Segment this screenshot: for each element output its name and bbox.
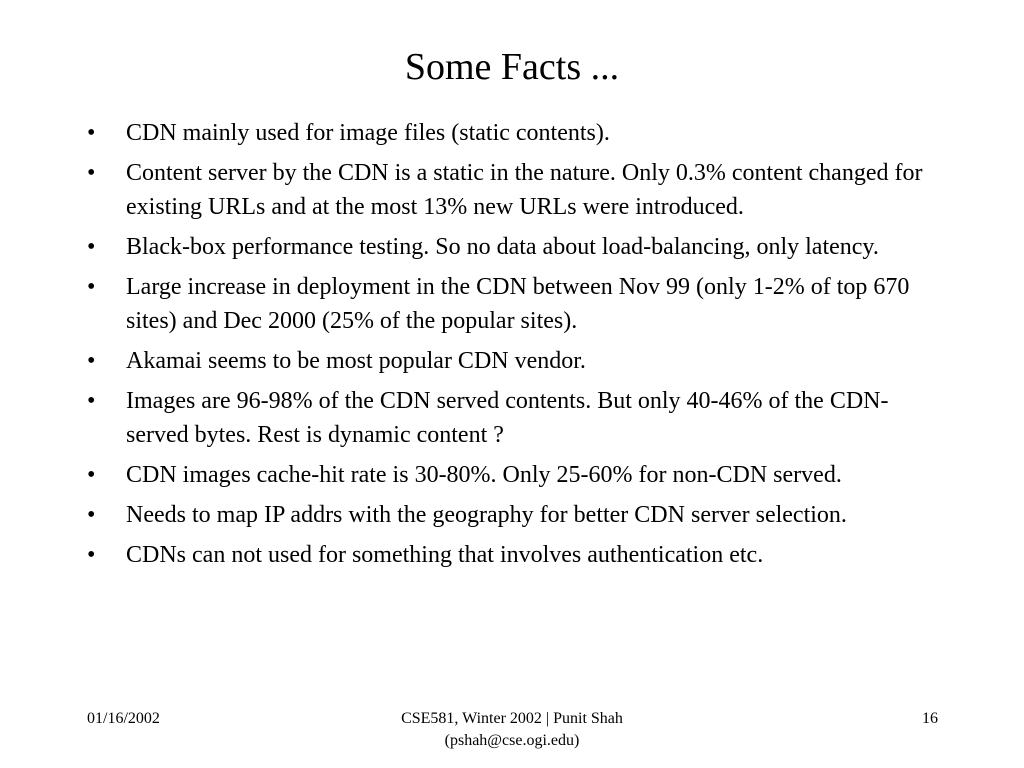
footer-course-info — [362, 708, 662, 752]
bullet-text: Images are 96-98% of the CDN served contents. But only 40-46% of the CDN-served bytes. Rest is dynamic content ? — [126, 388, 889, 448]
bullet-item — [87, 230, 937, 264]
bullet-text: CDNs can not used for something that involves authentication etc. — [126, 542, 764, 568]
footer-course-line: CSE581, Winter 2002 | Punit Shah — [401, 710, 623, 727]
bullet-list — [87, 116, 937, 578]
bullet-icon: • — [87, 274, 96, 300]
footer-email-line: (pshah@cse.ogi.edu) — [444, 732, 580, 749]
bullet-item — [87, 344, 937, 378]
bullet-text: Large increase in deployment in the CDN between Nov 99 (only 1-2% of top 670 sites) and Dec 2000 (25% of the popular sites). — [126, 274, 910, 334]
bullet-item — [87, 116, 937, 150]
bullet-icon: • — [87, 462, 96, 488]
bullet-text: Akamai seems to be most popular CDN vendor. — [126, 348, 586, 374]
bullet-icon: • — [87, 160, 96, 186]
bullet-text: Content server by the CDN is a static in the nature. Only 0.3% content changed for existing URLs and at the most 13% new URLs were introduced. — [126, 160, 923, 220]
bullet-item — [87, 270, 937, 338]
bullet-text: Needs to map IP addrs with the geography for better CDN server selection. — [126, 502, 847, 528]
slide-title: Some Facts ... — [404, 46, 620, 88]
bullet-item — [87, 538, 937, 572]
bullet-icon: • — [87, 348, 96, 374]
bullet-icon: • — [87, 120, 96, 146]
bullet-text: CDN images cache-hit rate is 30-80%. Only 25-60% for non-CDN served. — [126, 462, 842, 488]
page-number: 16 — [922, 710, 938, 727]
bullet-icon: • — [87, 502, 96, 528]
bullet-item — [87, 458, 937, 492]
bullet-icon: • — [87, 542, 96, 568]
footer-date: 01/16/2002 — [87, 710, 160, 727]
bullet-text: CDN mainly used for image files (static contents). — [126, 120, 610, 146]
bullet-item — [87, 384, 937, 452]
bullet-icon: • — [87, 388, 96, 414]
bullet-text: Black-box performance testing. So no data about load-balancing, only latency. — [126, 234, 879, 260]
bullet-icon: • — [87, 234, 96, 260]
bullet-item — [87, 498, 937, 532]
bullet-item — [87, 156, 937, 224]
